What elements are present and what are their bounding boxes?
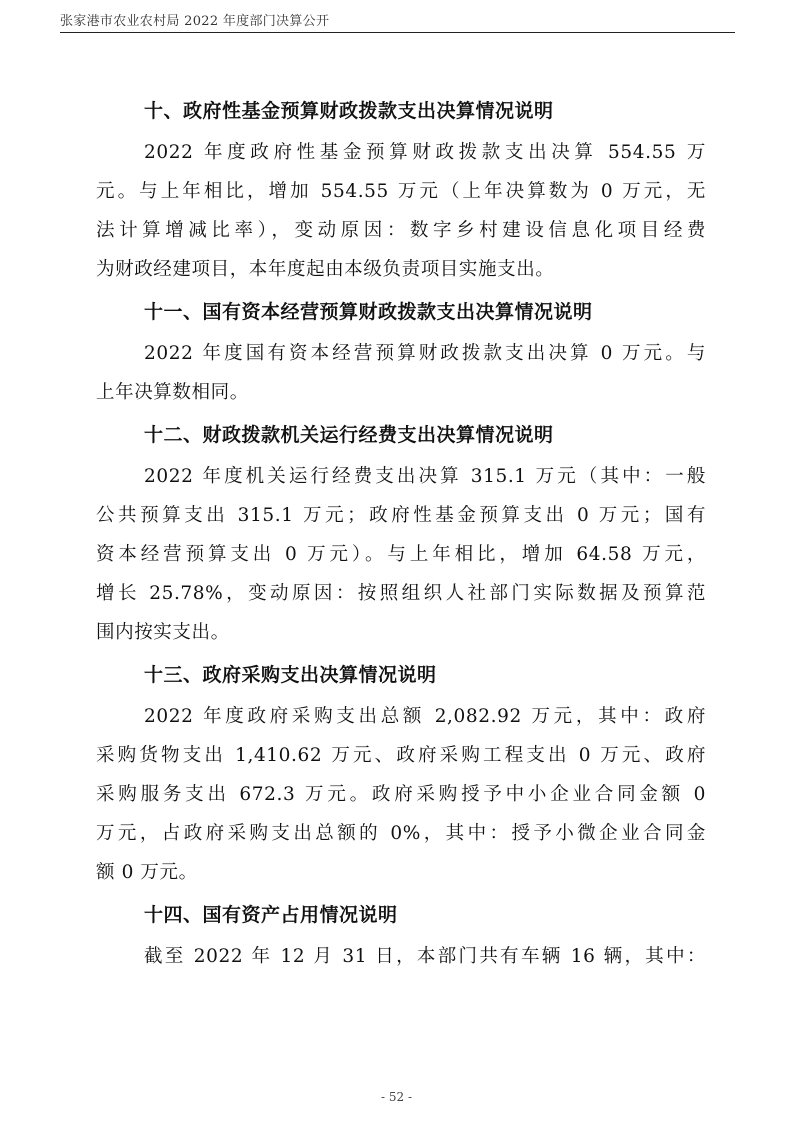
section-14 — [96, 894, 706, 976]
paragraph-line: 2022 年度政府性基金预算财政拨款支出决算 554.55 万 — [144, 142, 706, 163]
section-12 — [96, 414, 706, 652]
paragraph-line: 资本经营预算支出 0 万元）。与上年相比，增加 64.58 万元， — [96, 544, 706, 565]
section-10 — [96, 90, 706, 289]
paragraph-line: 采购货物支出 1,410.62 万元、政府采购工程支出 0 万元、政府 — [96, 745, 706, 766]
section-13 — [96, 654, 706, 892]
page-number: - 52 - — [380, 1090, 412, 1104]
paragraph-line: 2022 年度国有资本经营预算财政拨款支出决算 0 万元。与 — [144, 343, 706, 364]
paragraph-line: 为财政经建项目，本年度起由本级负责项目实施支出。 — [96, 259, 555, 280]
paragraph-line: 万元，占政府采购支出总额的 0%，其中：授予小微企业合同金 — [96, 823, 706, 844]
paragraph-line: 2022 年度机关运行经费支出决算 315.1 万元（其中：一般 — [144, 466, 706, 487]
document-header: 张家港市农业农村局 2022 年度部门决算公开 — [60, 14, 330, 29]
paragraph-line: 增长 25.78%，变动原因：按照组织人社部门实际数据及预算范 — [96, 583, 706, 604]
section-heading: 十三、政府采购支出决算情况说明 — [144, 664, 437, 686]
header-divider — [60, 32, 735, 33]
paragraph-line: 围内按实支出。 — [96, 622, 230, 643]
section-heading: 十、政府性基金预算财政拨款支出决算情况说明 — [144, 100, 554, 122]
section-heading: 十四、国有资产占用情况说明 — [144, 904, 398, 926]
paragraph-line: 上年决算数相同。 — [96, 382, 249, 403]
paragraph-line: 元。与上年相比，增加 554.55 万元（上年决算数为 0 万元，无 — [96, 181, 706, 202]
paragraph-line: 2022 年度政府采购支出总额 2,082.92 万元，其中：政府 — [144, 706, 706, 727]
section-heading: 十二、财政拨款机关运行经费支出决算情况说明 — [144, 424, 554, 446]
section-heading: 十一、国有资本经营预算财政拨款支出决算情况说明 — [144, 301, 593, 323]
paragraph-line: 额 0 万元。 — [96, 862, 198, 883]
document-body — [96, 90, 706, 978]
paragraph-line: 采购服务支出 672.3 万元。政府采购授予中小企业合同金额 0 — [96, 784, 706, 805]
paragraph-line: 法计算增减比率），变动原因：数字乡村建设信息化项目经费 — [96, 220, 706, 241]
section-11 — [96, 291, 706, 412]
paragraph-line: 公共预算支出 315.1 万元；政府性基金预算支出 0 万元；国有 — [96, 505, 706, 526]
paragraph-line: 截至 2022 年 12 月 31 日，本部门共有车辆 16 辆，其中： — [144, 946, 706, 967]
